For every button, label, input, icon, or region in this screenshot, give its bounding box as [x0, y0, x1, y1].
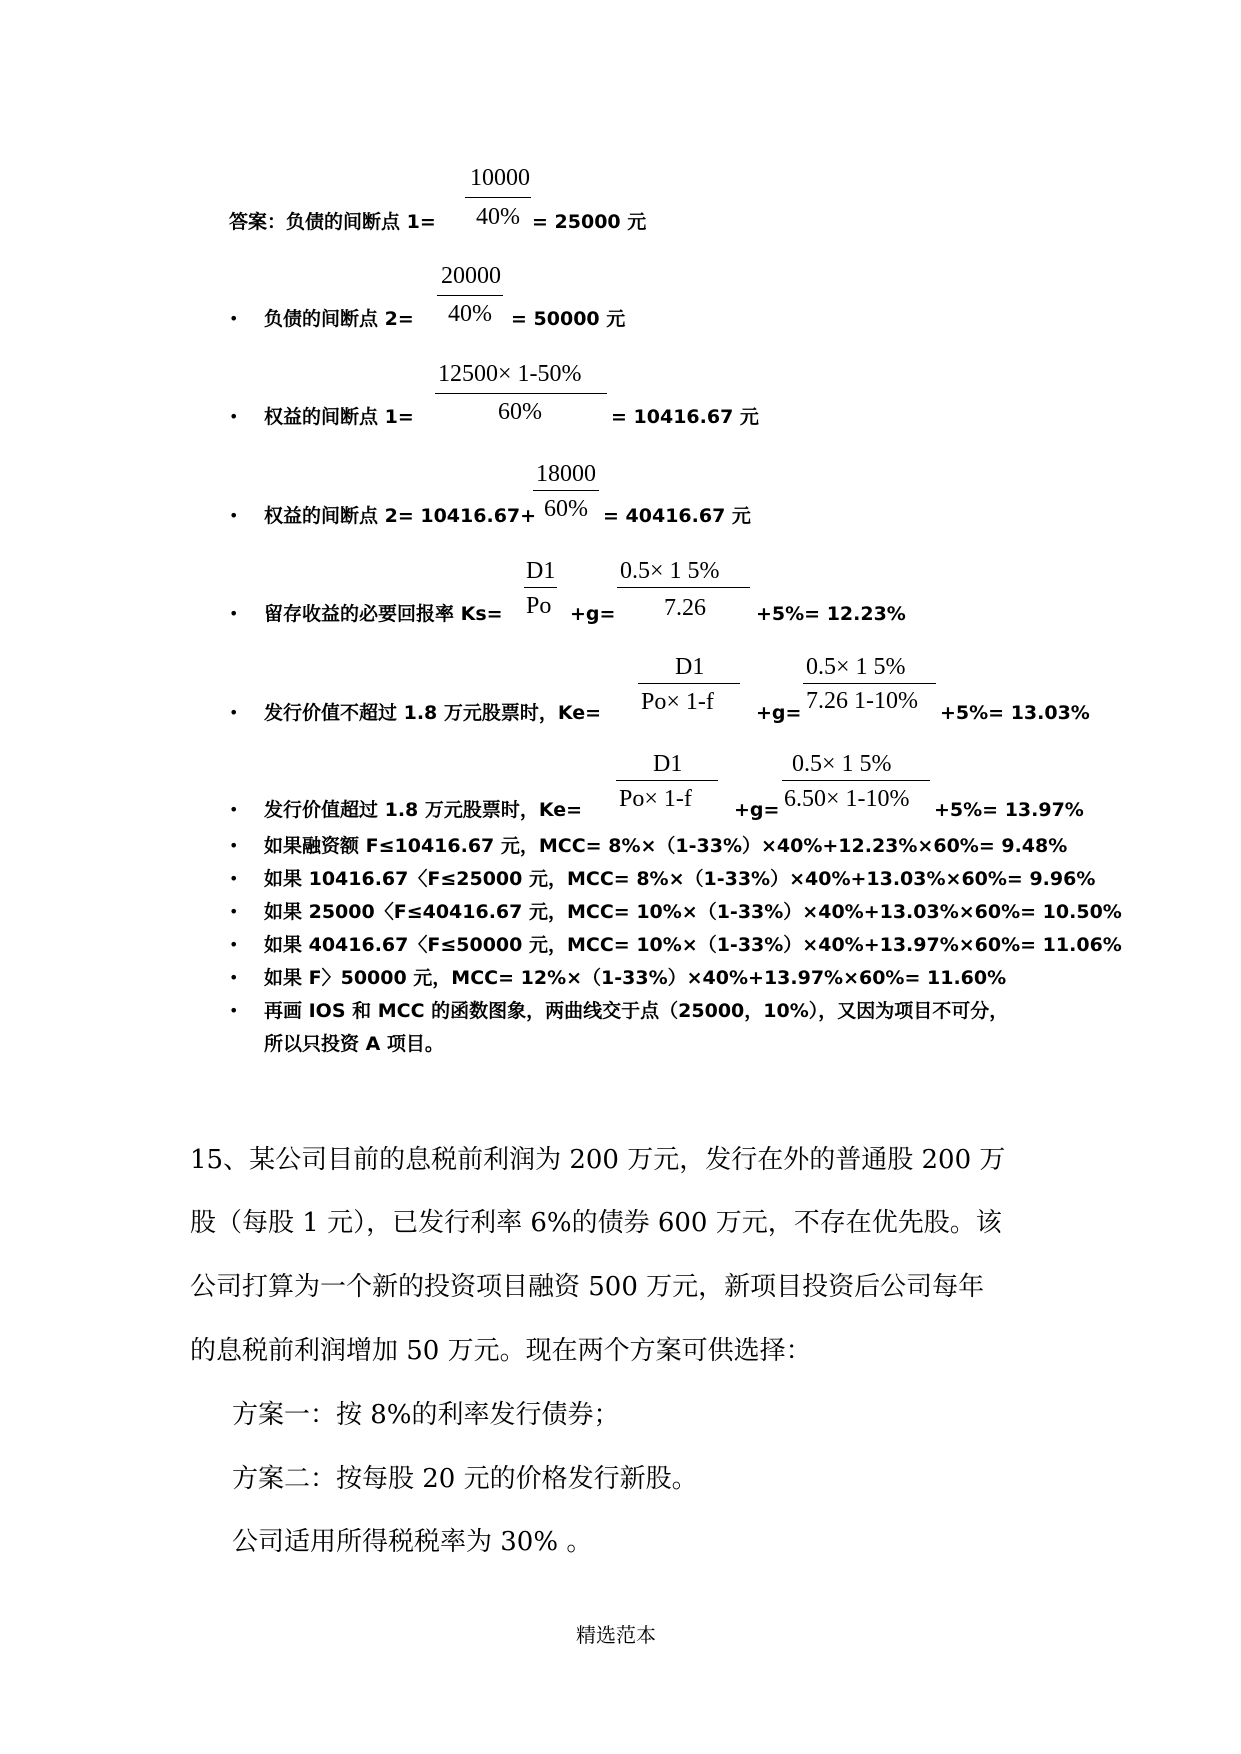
bullet: •	[229, 836, 239, 855]
breakpoint-debt-2-numerator: 20000	[441, 263, 501, 289]
ke2-frac2-numerator: 0.5× 1 5%	[792, 751, 892, 777]
ke2-result: +5%= 13.97%	[934, 799, 1084, 821]
fraction-bar	[533, 490, 599, 491]
question15-line-2: 股（每股 1 元），已发行利率 6%的债券 600 万元，不存在优先股。该	[190, 1208, 1002, 1238]
ke1-frac2-numerator: 0.5× 1 5%	[806, 654, 906, 680]
retained-earnings-label: 留存收益的必要回报率 Ks=	[264, 603, 503, 625]
breakpoint-equity-1-numerator: 12500× 1-50%	[438, 361, 582, 387]
fraction-bar	[782, 780, 930, 781]
bullet: •	[229, 968, 239, 987]
breakpoint-equity-2-label: 权益的间断点 2= 10416.67+	[264, 505, 537, 527]
breakpoint-equity-2-result: = 40416.67 元	[603, 505, 751, 527]
ke2-plus-g: +g=	[734, 799, 780, 821]
question15-option-1: 方案一：按 8%的利率发行债券；	[232, 1400, 620, 1430]
breakpoint-equity-1-label: 权益的间断点 1=	[264, 406, 414, 428]
ke1-frac1-denominator: Po× 1-f	[641, 689, 714, 715]
conclusion-line-2: 所以只投资 A 项目。	[264, 1033, 444, 1055]
bullet: •	[229, 604, 239, 623]
breakpoint-debt-1-denominator: 40%	[476, 204, 520, 230]
breakpoint-debt-1-result: = 25000 元	[532, 211, 647, 233]
bullet: •	[229, 800, 239, 819]
ke1-plus-g: +g=	[756, 702, 802, 724]
ke2-frac2-denominator: 6.50× 1-10%	[784, 786, 910, 812]
bullet: •	[229, 1001, 239, 1020]
breakpoint-debt-1-label: 答案：负债的间断点 1=	[229, 211, 436, 233]
bullet: •	[229, 902, 239, 921]
issue-under-limit-label: 发行价值不超过 1.8 万元股票时，Ke=	[264, 702, 602, 724]
ks-frac2-denominator: 7.26	[664, 595, 706, 621]
ke1-frac1-numerator: D1	[675, 654, 705, 680]
ke1-frac2-denominator: 7.26 1-10%	[806, 688, 918, 714]
question15-line-4: 的息税前利润增加 50 万元。现在两个方案可供选择：	[190, 1336, 812, 1366]
ks-result: +5%= 12.23%	[756, 603, 906, 625]
fraction-bar	[638, 683, 740, 684]
fraction-bar	[465, 197, 531, 198]
issue-over-limit-label: 发行价值超过 1.8 万元股票时，Ke=	[264, 799, 583, 821]
page-footer: 精选范本	[576, 1623, 656, 1647]
question15-line-1: 15、某公司目前的息税前利润为 200 万元，发行在外的普通股 200 万	[190, 1145, 1006, 1175]
conclusion-line-1: 再画 IOS 和 MCC 的函数图象，两曲线交于点（25000，10%），又因为项目不可分，	[264, 1000, 1009, 1022]
bullet: •	[229, 506, 239, 525]
bullet: •	[229, 703, 239, 722]
breakpoint-debt-1-numerator: 10000	[470, 165, 530, 191]
bullet: •	[229, 407, 239, 426]
bullet: •	[229, 935, 239, 954]
mcc-line: 如果 F〉50000 元，MCC= 12%×（1-33%）×40%+13.97%×60%= 11.60%	[264, 967, 1007, 989]
ks-plus-g: +g=	[570, 603, 616, 625]
fraction-bar	[803, 683, 936, 684]
mcc-line: 如果 25000〈F≤40416.67 元，MCC= 10%×（1-33%）×40%+13.03%×60%= 10.50%	[264, 901, 1122, 923]
bullet: •	[229, 869, 239, 888]
bullet: •	[229, 309, 239, 328]
ke2-frac1-denominator: Po× 1-f	[619, 786, 692, 812]
breakpoint-debt-2-result: = 50000 元	[511, 308, 626, 330]
breakpoint-equity-2-numerator: 18000	[536, 461, 596, 487]
mcc-line: 如果 10416.67〈F≤25000 元，MCC= 8%×（1-33%）×40%+13.03%×60%= 9.96%	[264, 868, 1096, 890]
mcc-line: 如果 40416.67〈F≤50000 元，MCC= 10%×（1-33%）×40%+13.97%×60%= 11.06%	[264, 934, 1122, 956]
breakpoint-equity-1-denominator: 60%	[498, 399, 542, 425]
breakpoint-equity-1-result: = 10416.67 元	[611, 406, 759, 428]
breakpoint-debt-2-label: 负债的间断点 2=	[264, 308, 414, 330]
fraction-bar	[524, 587, 557, 588]
breakpoint-equity-2-denominator: 60%	[544, 496, 588, 522]
question15-option-2: 方案二：按每股 20 元的价格发行新股。	[232, 1464, 698, 1494]
breakpoint-debt-2-denominator: 40%	[448, 301, 492, 327]
fraction-bar	[616, 780, 718, 781]
question15-tax-note: 公司适用所得税税率为 30% 。	[232, 1527, 593, 1557]
ke2-frac1-numerator: D1	[653, 751, 683, 777]
ks-frac1-numerator: D1	[526, 558, 556, 584]
ke1-result: +5%= 13.03%	[940, 702, 1090, 724]
fraction-bar	[437, 295, 503, 296]
fraction-bar	[617, 587, 750, 588]
fraction-bar	[435, 393, 607, 394]
ks-frac2-numerator: 0.5× 1 5%	[620, 558, 720, 584]
question15-line-3: 公司打算为一个新的投资项目融资 500 万元，新项目投资后公司每年	[190, 1272, 985, 1302]
ks-frac1-denominator: Po	[526, 593, 552, 619]
mcc-line: 如果融资额 F≤10416.67 元，MCC= 8%×（1-33%）×40%+12.23%×60%= 9.48%	[264, 835, 1068, 857]
